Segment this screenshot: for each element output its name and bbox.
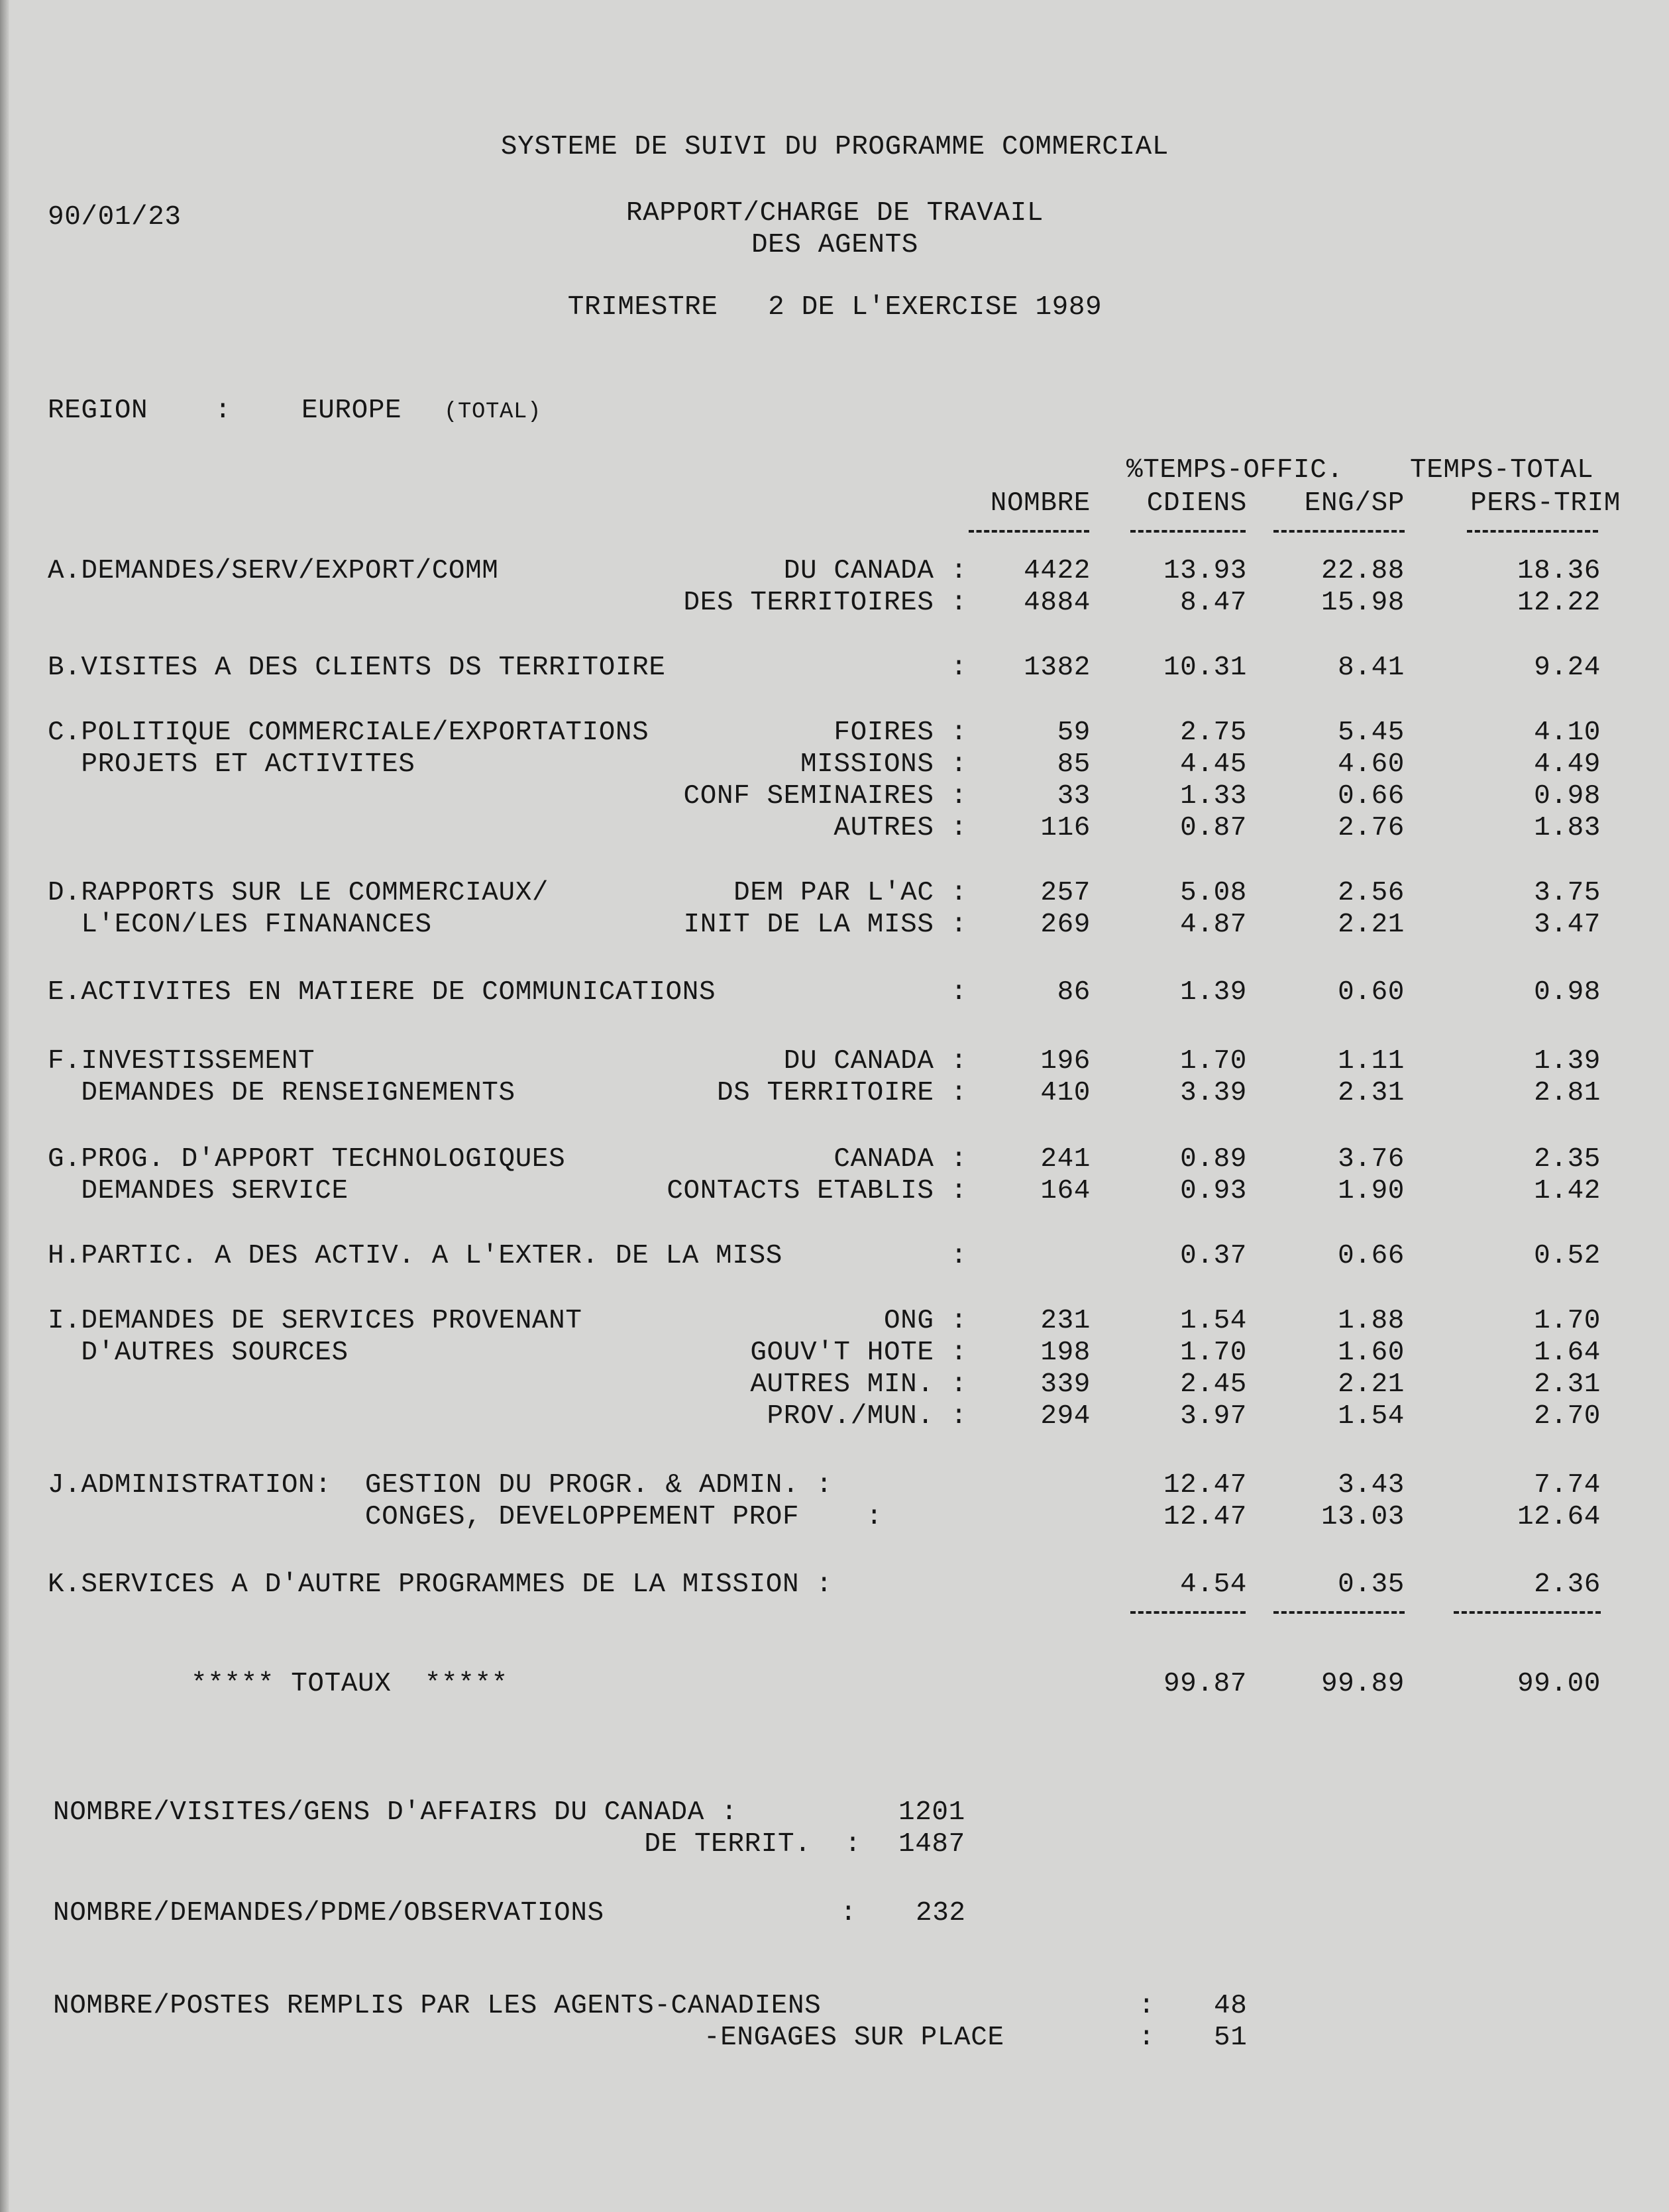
visites-territ-value: 1487 xyxy=(898,1829,965,1860)
row-cdiens: 12.47 xyxy=(1163,1502,1247,1532)
demandes-label: NOMBRE/DEMANDES/PDME/OBSERVATIONS xyxy=(53,1898,604,1928)
visites-canada-value: 1201 xyxy=(898,1797,965,1828)
row-eng: 2.21 xyxy=(1338,1369,1405,1400)
totals-cdiens: 99.87 xyxy=(1163,1669,1247,1699)
row-sublabel: MISSIONS : xyxy=(800,749,967,780)
row-nombre: 241 xyxy=(1040,1144,1091,1175)
totals-pers: 99.00 xyxy=(1517,1669,1601,1699)
row-label: DEMANDES SERVICE xyxy=(48,1176,349,1206)
row-pers: 4.10 xyxy=(1534,717,1601,748)
row-nombre: 85 xyxy=(1057,749,1091,780)
row-eng: 1.60 xyxy=(1338,1338,1405,1368)
postes-label: NOMBRE/POSTES REMPLIS PAR LES AGENTS-CANADIENS xyxy=(53,1991,822,2021)
row-sublabel: : xyxy=(950,653,967,683)
demandes-value: 232 xyxy=(916,1898,966,1928)
row-pers: 2.31 xyxy=(1534,1369,1601,1400)
row-eng: 1.54 xyxy=(1338,1401,1405,1432)
rule-nombre xyxy=(969,530,1089,533)
row-sublabel: INIT DE LA MISS : xyxy=(683,910,967,940)
row-cdiens: 4.87 xyxy=(1180,910,1247,940)
visites-label: NOMBRE/VISITES/GENS D'AFFAIRS DU CANADA : xyxy=(53,1797,738,1828)
row-pers: 1.70 xyxy=(1534,1306,1601,1336)
row-eng: 3.43 xyxy=(1338,1470,1405,1501)
row-sublabel: CONTACTS ETABLIS : xyxy=(667,1176,967,1206)
row-pers: 12.22 xyxy=(1517,588,1601,618)
row-sublabel: : xyxy=(950,1241,967,1271)
row-cdiens: 2.75 xyxy=(1180,717,1247,748)
col-nombre: NOMBRE xyxy=(990,488,1091,519)
row-pers: 2.36 xyxy=(1534,1569,1601,1600)
region-value: EUROPE xyxy=(301,395,402,426)
row-cdiens: 4.54 xyxy=(1180,1569,1247,1600)
col-cdiens: CDIENS xyxy=(1146,488,1247,519)
row-cdiens: 5.08 xyxy=(1180,878,1247,908)
row-eng: 1.88 xyxy=(1338,1306,1405,1336)
row-cdiens: 0.87 xyxy=(1180,813,1247,843)
row-pers: 9.24 xyxy=(1534,653,1601,683)
row-label: B.VISITES A DES CLIENTS DS TERRITOIRE xyxy=(48,653,666,683)
row-cdiens: 1.33 xyxy=(1180,781,1247,812)
row-sublabel: ONG : xyxy=(883,1306,967,1336)
row-label: H.PARTIC. A DES ACTIV. A L'EXTER. DE LA MISS xyxy=(48,1241,782,1271)
totals-rule-eng xyxy=(1273,1611,1405,1614)
row-cdiens: 1.70 xyxy=(1180,1046,1247,1077)
totals-eng: 99.89 xyxy=(1320,1669,1405,1699)
col-group-temps-total: TEMPS-TOTAL xyxy=(1410,455,1594,486)
row-nombre: 231 xyxy=(1040,1306,1091,1336)
row-nombre: 86 xyxy=(1057,977,1091,1008)
region-note: (TOTAL) xyxy=(444,399,542,425)
row-nombre: 294 xyxy=(1040,1401,1091,1432)
row-sublabel: GOUV'T HOTE : xyxy=(750,1338,967,1368)
row-eng: 2.76 xyxy=(1338,813,1405,843)
row-nombre: 1382 xyxy=(1024,653,1091,683)
row-nombre: 4422 xyxy=(1024,556,1091,586)
row-cdiens: 1.54 xyxy=(1180,1306,1247,1336)
row-eng: 2.31 xyxy=(1338,1078,1405,1108)
row-cdiens: 10.31 xyxy=(1163,653,1247,683)
row-eng: 2.21 xyxy=(1338,910,1405,940)
totals-rule-pers xyxy=(1454,1611,1601,1614)
report-subtitle: DES AGENTS xyxy=(751,230,919,260)
row-eng: 5.45 xyxy=(1338,717,1405,748)
rule-pers xyxy=(1467,530,1598,533)
row-cdiens: 0.37 xyxy=(1180,1241,1247,1271)
row-eng: 1.90 xyxy=(1338,1176,1405,1206)
engages-label: -ENGAGES SUR PLACE xyxy=(704,2023,1004,2053)
report-title: RAPPORT/CHARGE DE TRAVAIL xyxy=(625,198,1044,229)
row-pers: 0.52 xyxy=(1534,1241,1601,1271)
postes-canadiens-value: 48 xyxy=(1214,1991,1248,2021)
row-eng: 4.60 xyxy=(1338,749,1405,780)
totals-rule-cdiens xyxy=(1130,1611,1246,1614)
row-cdiens: 4.45 xyxy=(1180,749,1247,780)
row-nombre: 33 xyxy=(1057,781,1091,812)
row-pers: 4.49 xyxy=(1534,749,1601,780)
row-pers: 2.81 xyxy=(1534,1078,1601,1108)
row-sublabel: AUTRES : xyxy=(834,813,967,843)
row-pers: 0.98 xyxy=(1534,977,1601,1008)
row-sublabel: PROV./MUN. : xyxy=(767,1401,967,1432)
row-cdiens: 0.93 xyxy=(1180,1176,1247,1206)
row-eng: 3.76 xyxy=(1338,1144,1405,1175)
row-sublabel: DEM PAR L'AC : xyxy=(733,878,967,908)
row-label: CONGES, DEVELOPPEMENT PROF : xyxy=(48,1502,883,1532)
row-sublabel: AUTRES MIN. : xyxy=(750,1369,967,1400)
row-cdiens: 3.97 xyxy=(1180,1401,1247,1432)
row-eng: 22.88 xyxy=(1320,556,1405,586)
demandes-separator: : xyxy=(840,1898,857,1928)
row-pers: 3.47 xyxy=(1534,910,1601,940)
row-eng: 1.11 xyxy=(1338,1046,1405,1077)
report-date: 90/01/23 xyxy=(48,202,182,233)
row-sublabel: DES TERRITOIRES : xyxy=(683,588,967,618)
row-cdiens: 3.39 xyxy=(1180,1078,1247,1108)
row-cdiens: 12.47 xyxy=(1163,1470,1247,1501)
trimester-line: TRIMESTRE 2 DE L'EXERCISE 1989 xyxy=(567,292,1103,323)
row-pers: 2.70 xyxy=(1534,1401,1601,1432)
row-cdiens: 1.39 xyxy=(1180,977,1247,1008)
row-label: I.DEMANDES DE SERVICES PROVENANT xyxy=(48,1306,582,1336)
row-sublabel: CANADA : xyxy=(834,1144,967,1175)
system-title: SYSTEME DE SUIVI DU PROGRAMME COMMERCIAL xyxy=(500,132,1169,162)
row-pers: 2.35 xyxy=(1534,1144,1601,1175)
row-label: PROJETS ET ACTIVITES xyxy=(48,749,415,780)
row-label: C.POLITIQUE COMMERCIALE/EXPORTATIONS xyxy=(48,717,649,748)
row-pers: 7.74 xyxy=(1534,1470,1601,1501)
row-label: G.PROG. D'APPORT TECHNOLOGIQUES xyxy=(48,1144,566,1175)
engages-value: 51 xyxy=(1214,2023,1248,2053)
row-sublabel: DS TERRITOIRE : xyxy=(716,1078,967,1108)
row-nombre: 196 xyxy=(1040,1046,1091,1077)
row-eng: 0.66 xyxy=(1338,781,1405,812)
row-eng: 0.60 xyxy=(1338,977,1405,1008)
row-pers: 0.98 xyxy=(1534,781,1601,812)
row-label: F.INVESTISSEMENT xyxy=(48,1046,315,1077)
rule-eng xyxy=(1273,530,1405,533)
row-eng: 2.56 xyxy=(1338,878,1405,908)
visites-territ-label: DE TERRIT. : xyxy=(644,1829,861,1860)
col-pers-trim: PERS-TRIM xyxy=(1470,488,1621,519)
row-pers: 1.83 xyxy=(1534,813,1601,843)
row-label: K.SERVICES A D'AUTRE PROGRAMMES DE LA MISSION : xyxy=(48,1569,833,1600)
row-nombre: 257 xyxy=(1040,878,1091,908)
row-nombre: 59 xyxy=(1057,717,1091,748)
row-sublabel: : xyxy=(950,977,967,1008)
row-eng: 15.98 xyxy=(1320,588,1405,618)
row-pers: 3.75 xyxy=(1534,878,1601,908)
row-eng: 0.66 xyxy=(1338,1241,1405,1271)
row-label: A.DEMANDES/SERV/EXPORT/COMM xyxy=(48,556,499,586)
postes-separator: : xyxy=(1138,1991,1156,2021)
row-nombre: 410 xyxy=(1040,1078,1091,1108)
row-cdiens: 8.47 xyxy=(1180,588,1247,618)
row-eng: 8.41 xyxy=(1338,653,1405,683)
region-label: REGION : xyxy=(48,395,232,426)
row-cdiens: 0.89 xyxy=(1180,1144,1247,1175)
row-pers: 1.64 xyxy=(1534,1338,1601,1368)
totals-label: ***** TOTAUX ***** xyxy=(191,1669,508,1699)
row-cdiens: 2.45 xyxy=(1180,1369,1247,1400)
row-nombre: 116 xyxy=(1040,813,1091,843)
row-label: D'AUTRES SOURCES xyxy=(48,1338,349,1368)
row-nombre: 198 xyxy=(1040,1338,1091,1368)
row-nombre: 4884 xyxy=(1024,588,1091,618)
rule-cdiens xyxy=(1130,530,1246,533)
row-sublabel: DU CANADA : xyxy=(783,556,967,586)
row-label: D.RAPPORTS SUR LE COMMERCIAUX/ xyxy=(48,878,549,908)
row-pers: 12.64 xyxy=(1517,1502,1601,1532)
row-pers: 1.39 xyxy=(1534,1046,1601,1077)
row-label: J.ADMINISTRATION: GESTION DU PROGR. & ADMIN. : xyxy=(48,1470,833,1501)
row-nombre: 164 xyxy=(1040,1176,1091,1206)
row-pers: 18.36 xyxy=(1517,556,1601,586)
row-nombre: 269 xyxy=(1040,910,1091,940)
engages-separator: : xyxy=(1138,2023,1156,2053)
row-cdiens: 13.93 xyxy=(1163,556,1247,586)
row-sublabel: CONF SEMINAIRES : xyxy=(683,781,967,812)
row-nombre: 339 xyxy=(1040,1369,1091,1400)
row-eng: 13.03 xyxy=(1320,1502,1405,1532)
row-sublabel: FOIRES : xyxy=(834,717,967,748)
col-group-temps-offic: %TEMPS-OFFIC. xyxy=(1126,455,1344,486)
row-label: L'ECON/LES FINANANCES xyxy=(48,910,432,940)
row-pers: 1.42 xyxy=(1534,1176,1601,1206)
row-cdiens: 1.70 xyxy=(1180,1338,1247,1368)
row-sublabel: DU CANADA : xyxy=(783,1046,967,1077)
row-label: E.ACTIVITES EN MATIERE DE COMMUNICATIONS xyxy=(48,977,716,1008)
row-eng: 0.35 xyxy=(1338,1569,1405,1600)
col-eng-sp: ENG/SP xyxy=(1304,488,1405,519)
row-label: DEMANDES DE RENSEIGNEMENTS xyxy=(48,1078,515,1108)
